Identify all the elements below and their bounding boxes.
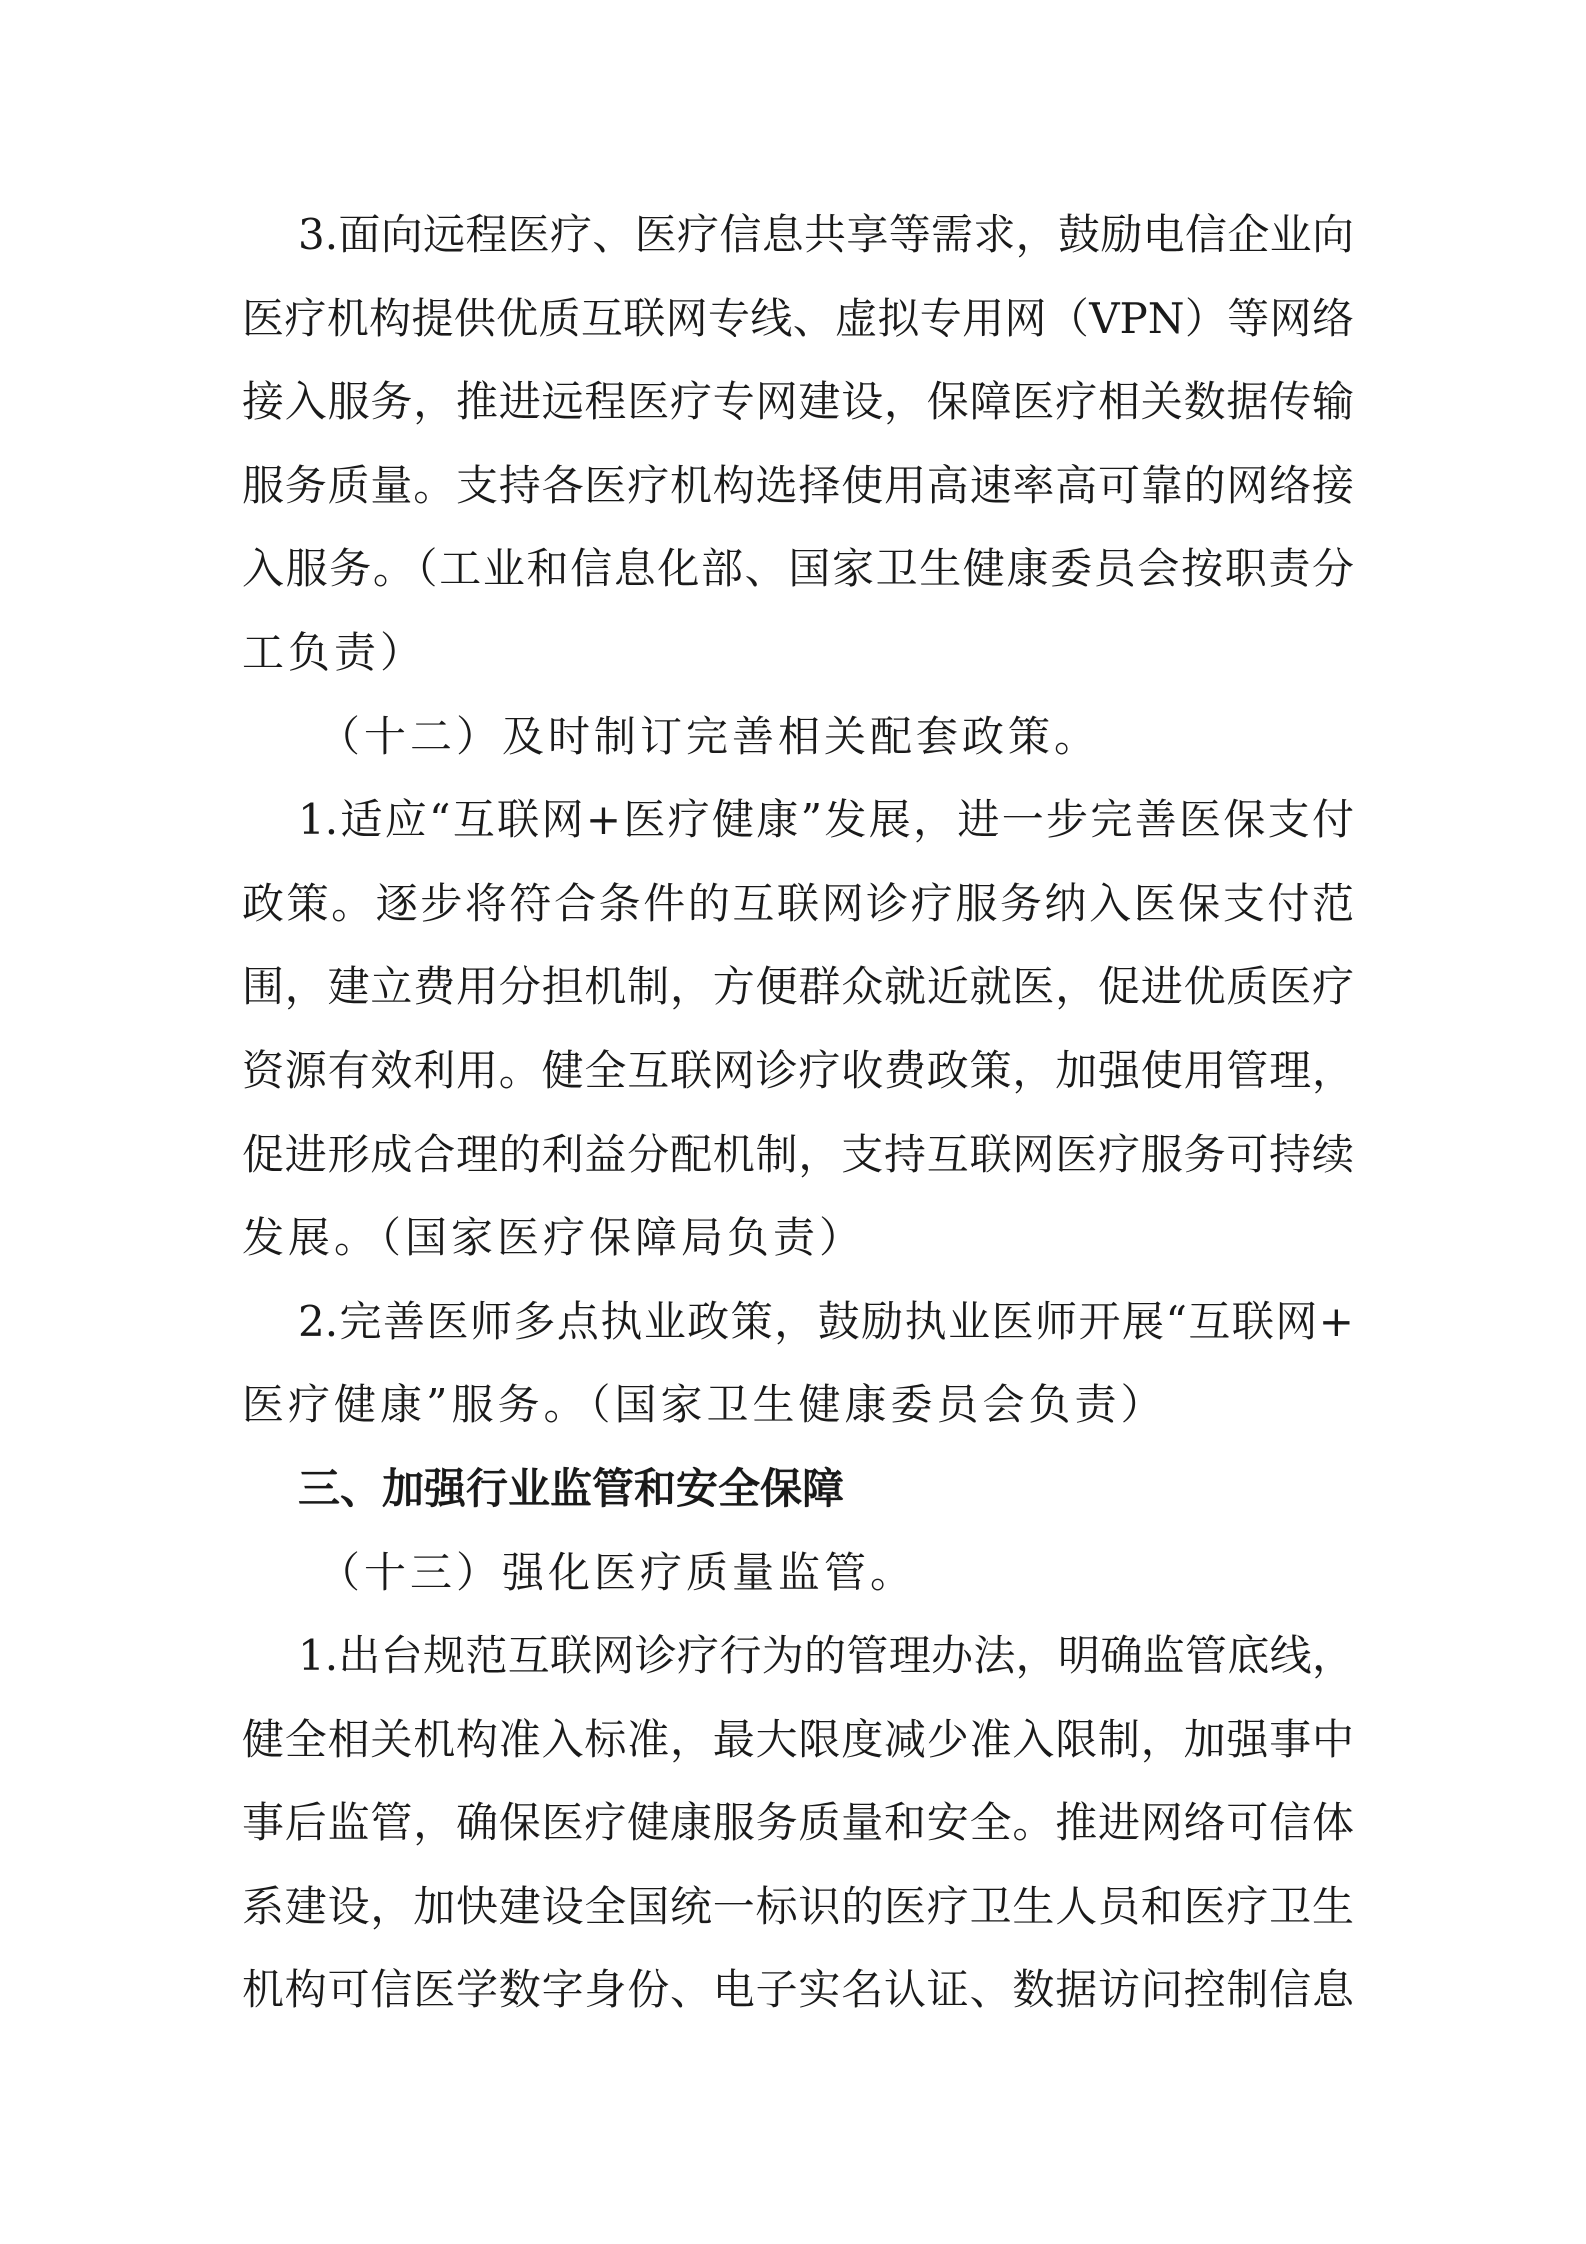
text-line: 工负责） bbox=[242, 627, 427, 677]
text-line: 发展。（国家医疗保障局负责） bbox=[242, 1213, 866, 1263]
text-line: 医疗健康”服务。（国家卫生健康委员会负责） bbox=[242, 1380, 1167, 1430]
text-line: 接入服务，推进远程医疗专网建设，保障医疗相关数据传输 bbox=[242, 377, 1354, 427]
text-line: 1.出台规范互联网诊疗行为的管理办法，明确监管底线， bbox=[298, 1631, 1354, 1681]
text-line: 促进形成合理的利益分配机制，支持互联网医疗服务可持续 bbox=[242, 1129, 1354, 1179]
text-line: 2.完善医师多点执业政策，鼓励执业医师开展“互联网+ bbox=[298, 1296, 1354, 1346]
subsection-heading: （十三）强化医疗质量监管。 bbox=[318, 1547, 917, 1597]
section-heading: 三、加强行业监管和安全保障 bbox=[298, 1463, 845, 1513]
text-line: 1.适应“互联网+医疗健康”发展，进一步完善医保支付 bbox=[298, 795, 1354, 845]
text-line: 政策。逐步将符合条件的互联网诊疗服务纳入医保支付范 bbox=[242, 878, 1354, 928]
subsection-heading: （十二）及时制订完善相关配套政策。 bbox=[318, 711, 1101, 761]
text-line: 医疗机构提供优质互联网专线、虚拟专用网（VPN）等网络 bbox=[242, 293, 1354, 343]
text-line: 服务质量。支持各医疗机构选择使用高速率高可靠的网络接 bbox=[242, 460, 1354, 510]
text-line: 系建设，加快建设全国统一标识的医疗卫生人员和医疗卫生 bbox=[242, 1881, 1354, 1931]
text-line: 机构可信医学数字身份、电子实名认证、数据访问控制信息 bbox=[242, 1965, 1354, 2015]
text-line: 围，建立费用分担机制，方便群众就近就医，促进优质医疗 bbox=[242, 962, 1354, 1012]
document-body bbox=[242, 193, 1354, 2032]
text-line: 入服务。（工业和信息化部、国家卫生健康委员会按职责分 bbox=[242, 544, 1354, 594]
text-line: 资源有效利用。健全互联网诊疗收费政策，加强使用管理， bbox=[242, 1045, 1354, 1095]
text-line: 健全相关机构准入标准，最大限度减少准入限制，加强事中 bbox=[242, 1714, 1354, 1764]
text-line: 事后监管，确保医疗健康服务质量和安全。推进网络可信体 bbox=[242, 1798, 1354, 1848]
text-line: 3.面向远程医疗、医疗信息共享等需求，鼓励电信企业向 bbox=[298, 210, 1354, 259]
